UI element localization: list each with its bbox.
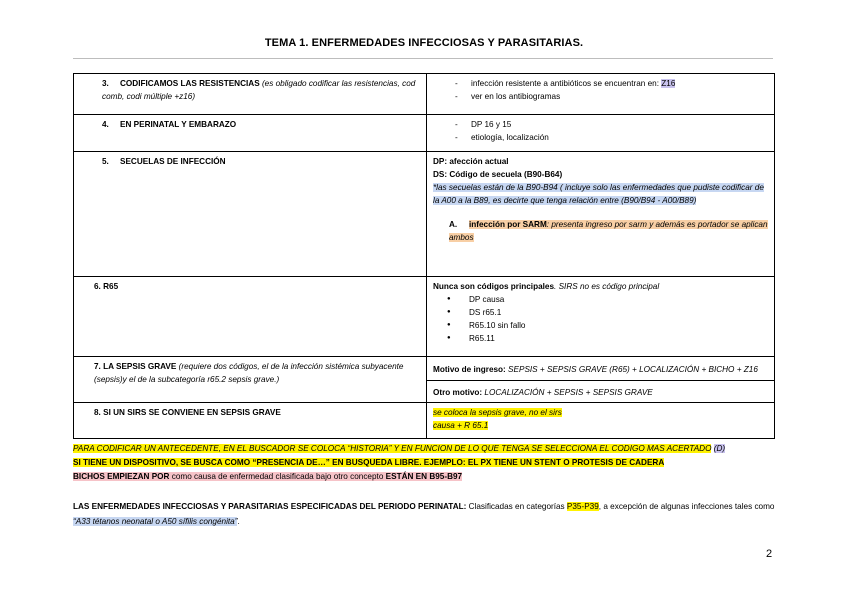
row-label: SECUELAS DE INFECCIÓN — [120, 157, 226, 166]
page-number: 2 — [766, 548, 773, 560]
page-title: TEMA 1. ENFERMEDADES INFECCIOSAS Y PARASITARIAS. — [264, 37, 584, 49]
row-label: 6. R65 — [94, 282, 119, 291]
row-note: (requiere dos códigos, el de la infección sistémica subyacente (sepsis)y el de la subcategoría r65.2 sepsis grave.) — [94, 362, 404, 384]
row-number: 4. — [102, 120, 109, 129]
table-row — [74, 403, 775, 439]
row-6-right — [427, 277, 775, 357]
row-3-left — [74, 74, 427, 115]
sarm-item: A. infección por SARM: presenta ingreso por sarm y además es portador se aplican ambos — [449, 220, 768, 242]
row-6-left — [74, 277, 427, 357]
list-item: ● R65.11 — [441, 332, 768, 345]
title-divider — [73, 58, 773, 59]
row-7-otro: Otro motivo: LOCALIZACIÓN + SEPSIS + SEPSIS GRAVE — [427, 381, 775, 403]
notes-block — [73, 442, 793, 484]
row-number: 3. — [102, 79, 109, 88]
row-label: EN PERINATAL Y EMBARAZO — [120, 120, 237, 129]
r65-list — [433, 293, 768, 345]
perinatal-paragraph: LAS ENFERMEDADES INFECCIOSAS Y PARASITARIAS ESPECIFICADAS DEL PERIODO PERINATAL: Clasificadas en categorías P35-P39, a excepción de algunas infecciones tales como “A33 tétanos neonatal o A50 sífilis congénita”. — [73, 502, 775, 526]
row-label: CODIFICAMOS LAS RESISTENCIAS — [120, 79, 260, 88]
table-row — [74, 152, 775, 277]
bichos-note: BICHOS EMPIEZAN POR como causa de enfermedad clasificada bajo otro concepto ESTÁN EN B95-B97 — [73, 472, 463, 481]
r65-intro: Nunca son códigos principales. SIRS no es código principal — [433, 282, 660, 291]
list-item: - etiología, localización — [455, 131, 768, 144]
row-4-left — [74, 115, 427, 152]
row-5-left — [74, 152, 427, 277]
list-item: ● DS r65.1 — [441, 306, 768, 319]
list-item: ● DP causa — [441, 293, 768, 306]
list-item: - DP 16 y 15 — [455, 118, 768, 131]
coding-rules-table — [73, 73, 775, 439]
table-row — [74, 277, 775, 357]
row-label: 7. LA SEPSIS GRAVE — [94, 362, 177, 371]
dispositivo-note: SI TIENE UN DISPOSITIVO, SE BUSCA COMO “PRESENCIA DE…” EN BUSQUEDA LIBRE. EJEMPLO: EL PX TIENE UN STENT O PROTESIS DE CADERA — [73, 458, 665, 467]
row-label: 8. SI UN SIRS SE CONVIENE EN SEPSIS GRAVE — [94, 408, 281, 417]
row-note: (es obligado codificar las resistencias, cod comb, codi múltiple +z16) — [102, 79, 416, 101]
row-5-right — [427, 152, 775, 277]
sequel-note: *las secuelas están de la B90-B94 ( incluye solo las enfermedades que pudiste codificar de la A00 a la B89, es decirte que tenga relación entre (B90/B94 - A00/B89) — [433, 183, 764, 205]
table-row — [74, 74, 775, 115]
ds-line: DS: Código de secuela (B90-B64) — [433, 170, 563, 179]
row-7-motivo: Motivo de ingreso: SEPSIS + SEPSIS GRAVE (R65) + LOCALIZACIÓN + BICHO + Z16 — [427, 357, 775, 381]
row-3-right — [427, 74, 775, 115]
perinatal-list — [433, 118, 768, 144]
list-item: ● R65.10 sin fallo — [441, 319, 768, 332]
list-item: - infección resistente a antibióticos se encuentran en: Z16 — [455, 77, 768, 90]
row-7-left — [74, 357, 427, 403]
table-row — [74, 115, 775, 152]
resistance-list — [433, 77, 768, 103]
sirs-line: causa + R 65.1 — [433, 421, 489, 430]
code-highlight: Z16 — [661, 79, 676, 88]
row-number: 5. — [102, 157, 109, 166]
sirs-line: se coloca la sepsis grave, no el sirs — [433, 408, 562, 417]
row-8-left — [74, 403, 427, 439]
antecedente-note: PARA CODIFICAR UN ANTECEDENTE, EN EL BUSCADOR SE COLOCA “HISTORIA” Y EN FUNCION DE LO QUE TENGA SE SELECCIONA EL CODIGO MAS ACERTADO (D) — [73, 444, 726, 453]
row-8-right — [427, 403, 775, 439]
list-item: - ver en los antibiogramas — [455, 90, 768, 103]
table-row — [74, 357, 775, 381]
row-4-right — [427, 115, 775, 152]
dp-line: DP: afección actual — [433, 157, 509, 166]
